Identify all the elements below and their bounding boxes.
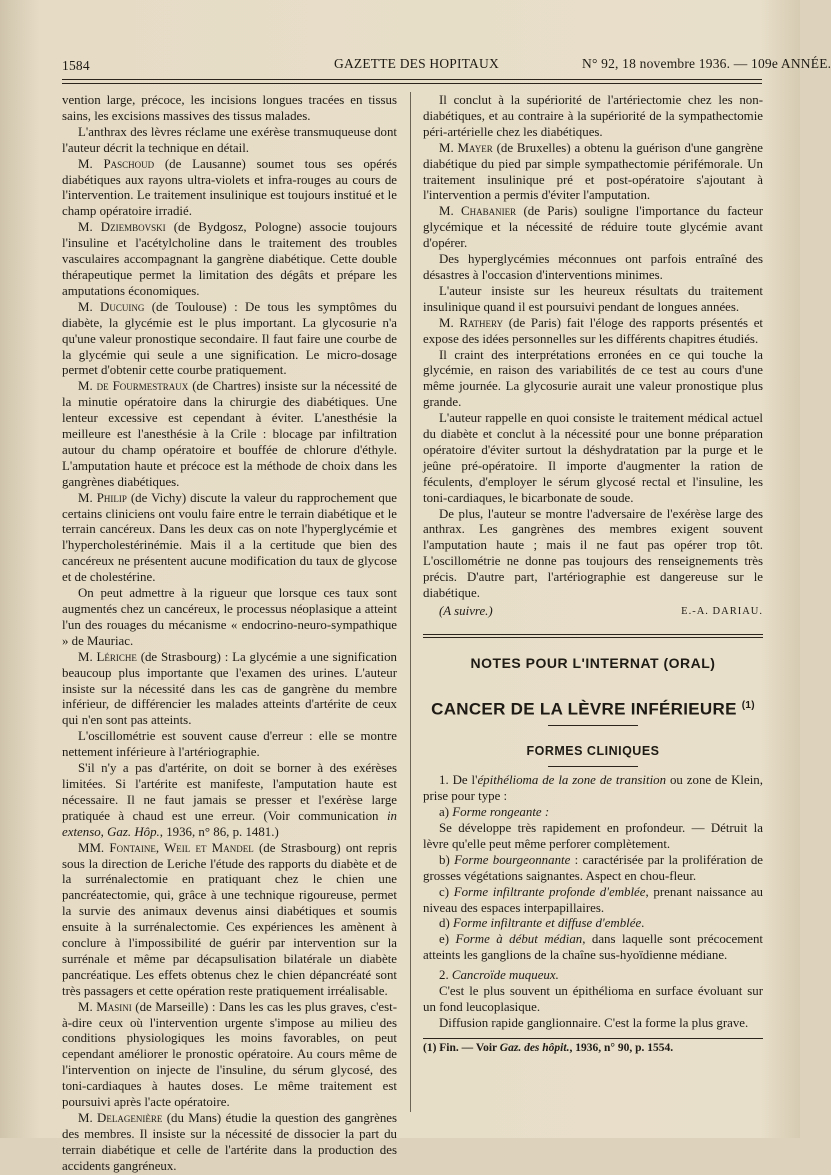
section-rule (423, 634, 763, 635)
list-item: 2. Cancroïde muqueux. (439, 968, 559, 983)
paragraph: Il conclut à la supériorité de l'artériectomie chez les non-diabétiques, et au contraire à la supériorité de la sympathectomie péri-artérielle chez les diabétiques. (423, 93, 763, 139)
speaker-name: M. Mayer (439, 140, 493, 155)
paragraph: M. Paschoud (de Lausanne) soumet tous ses opérés diabétiques aux rayons ultra-violets et infra-rouges au cours de l'intervention. Le traitement insulinique est toujours institué et le champ opératoire irradié. (62, 156, 397, 219)
paragraph: M. Delagenière (du Mans) étudie la question des gangrènes des membres. Il insiste sur la nécessité de dissocier la part du terrain diabétique et celle de l'artérite dans la production des accidents gangréneux. (62, 1111, 397, 1173)
paragraph: MM. Fontaine, Weil et Mandel (de Strasbourg) ont repris sous la direction de Leriche l'étude des rapports du diabète et de la surrénalectomie en pratiquant chez le chien une pancréatectomie, qui, grâce à une technique rigoureuse, permet la survie des animaux devenus ainsi diabétiques et soumis ensuite à la surrénalectomie. Ces expériences les amènent à conclure à l'impossibilité de guérir par intervention sur la surrénale et même par décapsulisation bilatérale un diabète pancréatique. Les effets obtenus chez le chien dépancréaté sont très passagers et cette opération reste pratiquement irréalisable. (62, 840, 398, 998)
speaker-name: M. Dziembovski (78, 220, 166, 235)
list-item: d) Forme infiltrante et diffuse d'emblée. (439, 916, 645, 931)
paragraph: C'est le plus souvent un épithélioma en surface évoluant sur un fond leucoplasique. (423, 984, 763, 1014)
paragraph: L'auteur rappelle en quoi consiste le traitement médical actuel du diabète et conclut à la nécessité pour une bonne préparation opératoire d'éviter surtout la déshydratation par la purge et le jeûne pré-opératoire. Il importe d'augmenter la ration de féculents, d'employer le sérum glycosé rectal et l'insuline, les toni-cardiaques, le bicarbonate de soude. (423, 411, 763, 505)
right-column (423, 93, 763, 1057)
header-rule-thin (62, 83, 762, 84)
article-signature (423, 604, 763, 620)
footnote-rule (423, 1038, 763, 1039)
list-item: Se développe très rapidement en profondeur. — Détruit la lèvre qu'elle peut même perforer complètement. (423, 821, 763, 851)
list-item: b) Forme bourgeonnante : caractérisée par la prolifération de grosses végétations saignantes. Aspect en chou-fleur. (423, 852, 763, 883)
speaker-name: M. Chabanier (439, 204, 517, 219)
issue-info: N° 92, 18 novembre 1936. — 109e ANNÉE. (582, 56, 831, 71)
page-number: 1584 (62, 58, 90, 73)
list-item: a) Forme rongeante : (439, 805, 550, 820)
paragraph: L'oscillométrie est souvent cause d'erreur : elle se montre nettement inférieure à l'artériographie. (62, 729, 397, 760)
paragraph: Il craint des interprétations erronées en ce qui touche la glycémie, en raison des variabilités de ce test au cours d'une même journée. La glycosurie aurait une valeur pronostique plus grande. (423, 347, 763, 410)
subsection-rule (548, 766, 638, 767)
paragraph: L'auteur insiste sur les heureux résultats du traitement insulinique quand il est poursuivi pendant de longues années. (423, 283, 763, 314)
speaker-name: M. de Fourmestraux (78, 379, 189, 394)
paragraph: On peut admettre à la rigueur que lorsque ces taux sont augmentés chez un cancéreux, le processus néoplasique a atteint l'un des rouages du mécanisme « endocrino-neuro-sympathique » de Mauriac. (62, 586, 397, 648)
paragraph: M. Rathery (de Paris) fait l'éloge des rapports présentés et expose des idées personnelles sur les différents chapitres étudiés. (423, 315, 764, 346)
header-rule (62, 79, 762, 80)
list-item: e) Forme à début médian, dans laquelle sont précocement atteints les ganglions de la chaîne sus-hyoïdienne médiane. (423, 932, 763, 963)
paragraph: vention large, précoce, les incisions longues tracées en tissus sains, les excisions massives des tissus malades. (62, 93, 397, 123)
speaker-name: M. Ducuing (78, 299, 145, 314)
paragraph: Des hyperglycémies méconnues ont parfois entraîné des désastres à l'occasion d'interventions minimes. (423, 252, 763, 282)
paragraph: De plus, l'auteur se montre l'adversaire de l'exérèse large des anthrax. Les gangrènes des membres exigent souvent l'amputation haute ; mais il ne faut pas opérer trop tôt. L'oscillométrie ne donne pas toujours des renseignements très précis. D'autre part, l'artériographie est dangereuse sur le diabétique. (423, 506, 763, 601)
speaker-name: M. Rathery (439, 315, 504, 330)
paragraph: 1. De l'épithélioma de la zone de transition ou zone de Klein, prise pour type : (423, 773, 763, 804)
paragraph: M. Chabanier (de Paris) souligne l'importance du facteur glycémique et la nécessité de réduire toute glycémie avant d'opérer. (423, 204, 763, 251)
paragraph: S'il n'y a pas d'artérite, on doit se borner à des exérèses limitées. Si l'artérite est manifeste, l'amputation haute est nécessaire. Il ne faut jamais se presser et l'exérèse large pratiquée à chaud est une erreur. (Voir communication in extenso, Gaz. Hôp., 1936, n° 86, p. 1481.) (62, 761, 397, 839)
paragraph: L'anthrax des lèvres réclame une exérèse transmuqueuse dont l'auteur décrit la technique en détail. (62, 124, 397, 155)
paragraph: M. Mayer (de Bruxelles) a obtenu la guérison d'une gangrène diabétique du pied par simple sympathectomie périfémorale. Un traitement insulinique pré et post-opératoire s'ajoutant à l'intervention a permis d'éviter l'amputation. (423, 140, 763, 203)
article-title: CANCER DE LA LÈVRE INFÉRIEURE $^{(1)}$ (431, 699, 755, 719)
speaker-name: M. Lériche (78, 649, 137, 664)
paragraph: M. de Fourmestraux (de Chartres) insiste sur la nécessité de la minutie opératoire dans la chirurgie des diabétiques. Une lenteur excessive est cependant à éviter. L'anesthésie la meilleure est l'anesthésie à la Crile : blocage par infiltration autour du champ opératoire et bouffée de chlorure d'éthyle. L'amputation haute et précoce est la méthode de choix dans les gangrènes diabétiques. (62, 379, 397, 489)
section-title: NOTES POUR L'INTERNAT (ORAL) (470, 654, 716, 671)
continued-note: (A suivre.) (439, 604, 493, 618)
speaker-name: M. Philip (78, 490, 127, 505)
citation: in extenso, Gaz. Hôp. (62, 808, 397, 839)
footnote: (1) Fin. — Voir Gaz. des hôpit., 1936, n° 90, p. 1554. (423, 1041, 674, 1054)
paragraph: Diffusion rapide ganglionnaire. C'est la forme la plus grave. (439, 1015, 749, 1030)
subsection-title: FORMES CLINIQUES (526, 744, 660, 759)
paragraph: M. Masini (de Marseille) : Dans les cas les plus graves, c'est-à-dire ceux où l'intervention urgente s'impose au milieu des conditions physiologiques les moins favorables, on peut cependant améliorer le pronostic opératoire. Au cours même de l'intervention on injecte de l'insuline, du sérum glycosé, des toni-cardiaques à hautes doses. Le même traitement est poursuivi après l'acte opératoire. (62, 999, 397, 1110)
speaker-name: M. Paschoud (78, 156, 155, 171)
title-rule (548, 725, 638, 726)
speaker-name: M. Masini (78, 999, 132, 1014)
column-separator (410, 92, 411, 1112)
speaker-name: M. Delagenière (78, 1111, 163, 1125)
journal-title: GAZETTE DES HOPITAUX (334, 56, 499, 71)
list-item: c) Forme infiltrante profonde d'emblée, prenant naissance au niveau des espaces interpapillaires. (423, 884, 764, 915)
paragraph: M. Ducuing (de Toulouse) : De tous les symptômes du diabète, la glycémie est le plus important. La glycosurie n'a qu'une valeur pronostique secondaire. Il faut faire une courbe de la glycémie qui seule a une signification. Le micro-dosage permet d'obtenir cette courbe pratiquement. (62, 299, 397, 378)
page-header (62, 52, 831, 74)
paragraph: M. Lériche (de Strasbourg) : La glycémie a une signification beaucoup plus importante que l'examen des urines. L'auteur insiste sur la nécessité dans les cas de gangrène du membre inférieur, de différencier les malades atteints d'artérite de ceux qui n'en sont pas atteints. (62, 649, 397, 728)
section-rule-thin (423, 637, 763, 638)
paragraph: M. Dziembovski (de Bydgosz, Pologne) associe toujours l'insuline et l'acétylcholine dans le traitement des troubles vasculaires accompagnant la gangrène diabétique. Cette double thérapeutique permet la limitation des dégâts et prépare les amputations économiques. (62, 220, 397, 298)
left-column (62, 93, 397, 1175)
author-name: E.-A. DARIAU. (681, 606, 763, 617)
paragraph: M. Philip (de Vichy) discute la valeur du rapprochement que certains cliniciens ont voulu faire entre le terrain diabétique et le terrain cancéreux. Dans les deux cas on note l'hyperglycémie et l'hypercholestérinémie. Mais il a la certitude que bien des cancéreux ne présentent aucune modification du taux de glycose et de cholestérine. (62, 490, 397, 585)
speaker-name: MM. Fontaine, Weil et Mandel (78, 840, 254, 855)
footnote-ref: (1) (741, 699, 755, 711)
